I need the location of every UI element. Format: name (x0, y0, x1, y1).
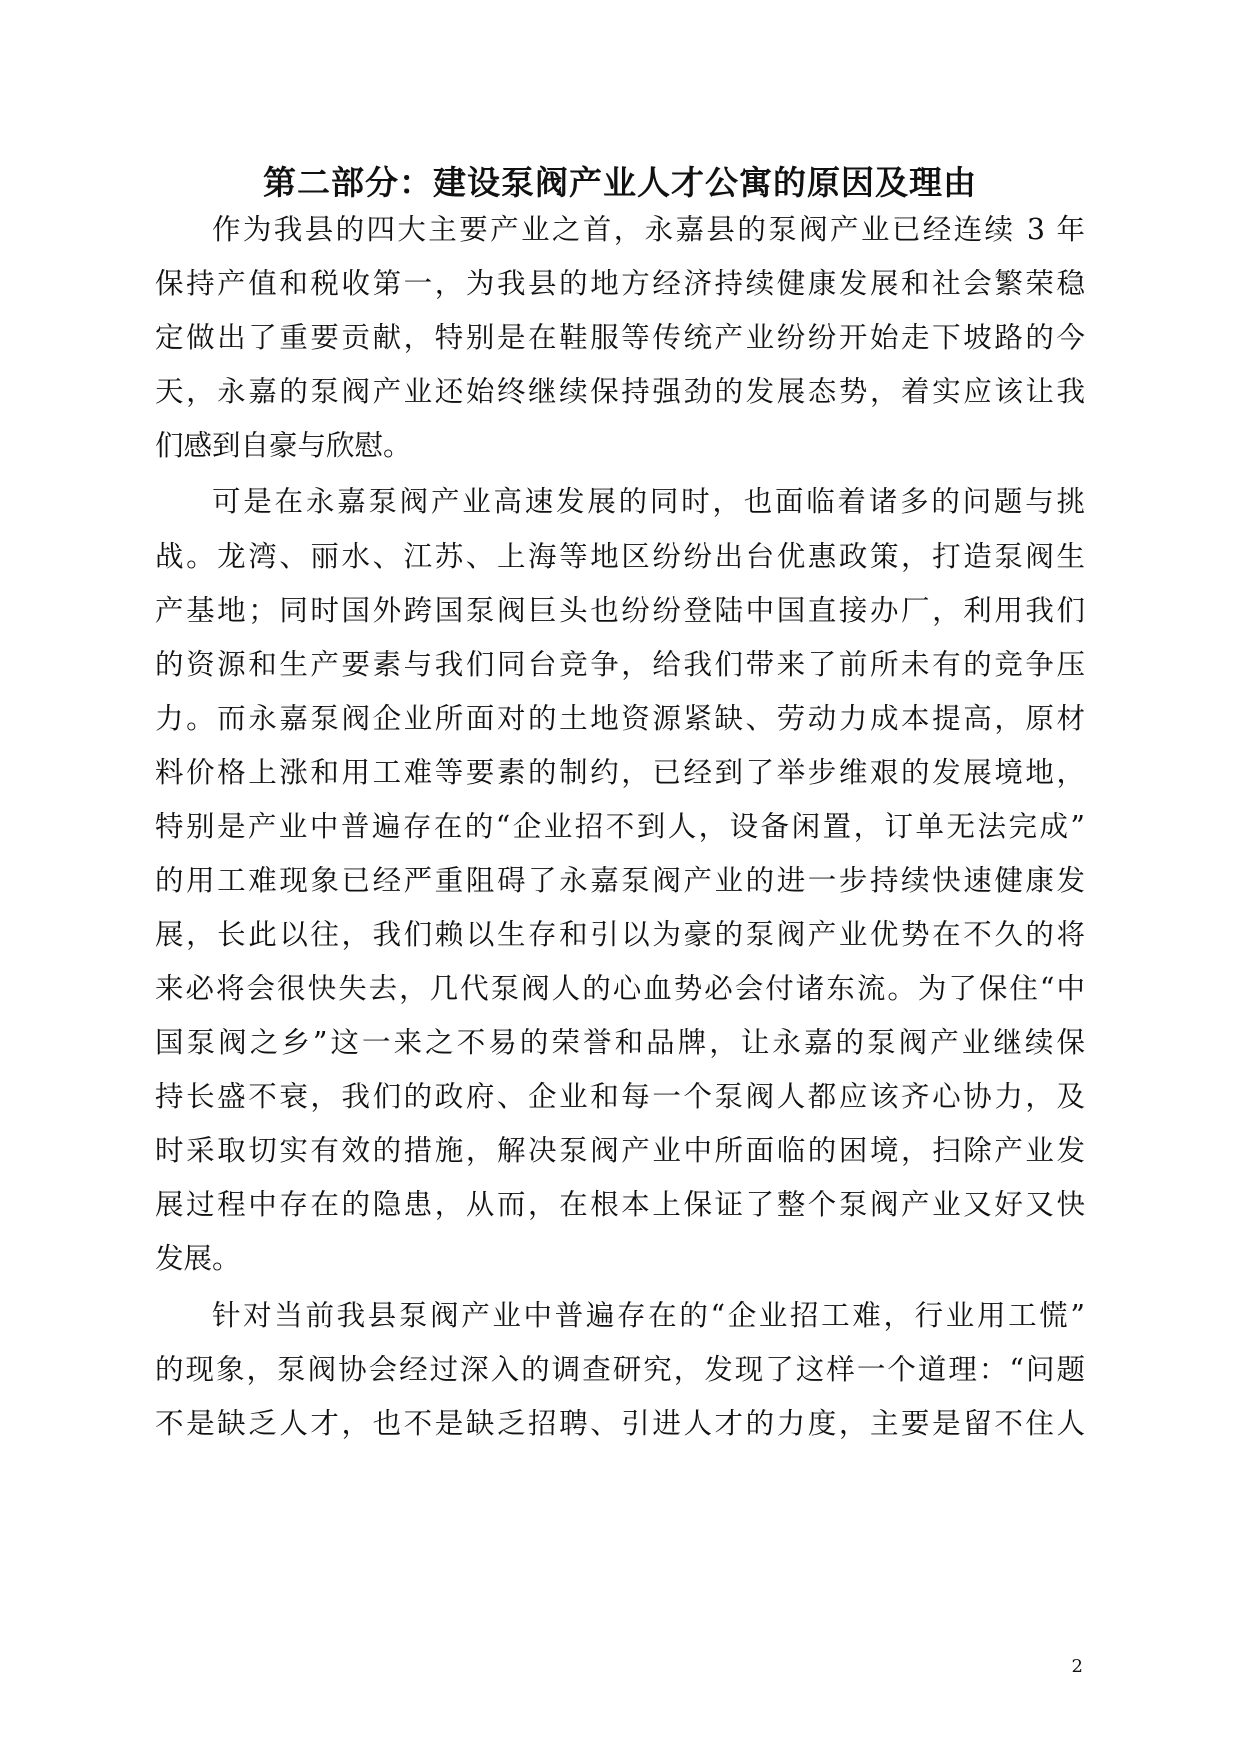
paragraph-2-line-14: 展过程中存在的隐患，从而，在根本上保证了整个泵阀产业又好又快 (155, 1188, 1085, 1221)
paragraph-2-line-9: 展，长此以往，我们赖以生存和引以为豪的泵阀产业优势在不久的将 (155, 918, 1085, 951)
paragraph-2-line-6: 料价格上涨和用工难等要素的制约，已经到了举步维艰的发展境地， (155, 756, 1085, 789)
paragraph-2-line-8: 的用工难现象已经严重阻碍了永嘉泵阀产业的进一步持续快速健康发 (155, 864, 1085, 897)
paragraph-2-line-12: 持长盛不衰，我们的政府、企业和每一个泵阀人都应该齐心协力，及 (155, 1080, 1085, 1113)
paragraph-3-line-3: 不是缺乏人才，也不是缺乏招聘、引进人才的力度，主要是留不住人 (155, 1407, 1085, 1440)
paragraph-2-line-1: 可是在永嘉泵阀产业高速发展的同时，也面临着诸多的问题与挑 (212, 485, 1085, 518)
paragraph-3-line-1: 针对当前我县泵阀产业中普遍存在的“企业招工难，行业用工慌” (212, 1299, 1085, 1332)
paragraph-2-line-15: 发展。 (155, 1242, 241, 1275)
section-heading: 第二部分：建设泵阀产业人才公寓的原因及理由 (263, 163, 977, 202)
paragraph-2-line-4: 的资源和生产要素与我们同台竞争，给我们带来了前所未有的竞争压 (155, 648, 1085, 681)
paragraph-2-line-11: 国泵阀之乡”这一来之不易的荣誉和品牌，让永嘉的泵阀产业继续保 (155, 1026, 1085, 1059)
paragraph-1-line-4: 天，永嘉的泵阀产业还始终继续保持强劲的发展态势，着实应该让我 (155, 375, 1085, 408)
paragraph-1-line-5: 们感到自豪与欣慰。 (155, 429, 412, 462)
paragraph-2-line-7: 特别是产业中普遍存在的“企业招不到人，设备闲置，订单无法完成” (155, 810, 1085, 843)
paragraph-2-line-10: 来必将会很快失去，几代泵阀人的心血势必会付诸东流。为了保住“中 (155, 972, 1085, 1005)
paragraph-2-line-13: 时采取切实有效的措施，解决泵阀产业中所面临的困境，扫除产业发 (155, 1134, 1085, 1167)
paragraph-2-line-5: 力。而永嘉泵阀企业所面对的土地资源紧缺、劳动力成本提高，原材 (155, 702, 1085, 735)
paragraph-3-line-2: 的现象，泵阀协会经过深入的调查研究，发现了这样一个道理：“问题 (155, 1353, 1085, 1386)
page-number: 2 (1071, 1656, 1083, 1677)
paragraph-1-line-2: 保持产值和税收第一，为我县的地方经济持续健康发展和社会繁荣稳 (155, 267, 1085, 300)
paragraph-2-line-3: 产基地；同时国外跨国泵阀巨头也纷纷登陆中国直接办厂，利用我们 (155, 594, 1085, 627)
paragraph-1-line-1: 作为我县的四大主要产业之首，永嘉县的泵阀产业已经连续 3 年 (212, 213, 1085, 246)
paragraph-1-line-3: 定做出了重要贡献，特别是在鞋服等传统产业纷纷开始走下坡路的今 (155, 321, 1085, 354)
paragraph-2-line-2: 战。龙湾、丽水、江苏、上海等地区纷纷出台优惠政策，打造泵阀生 (155, 540, 1085, 573)
